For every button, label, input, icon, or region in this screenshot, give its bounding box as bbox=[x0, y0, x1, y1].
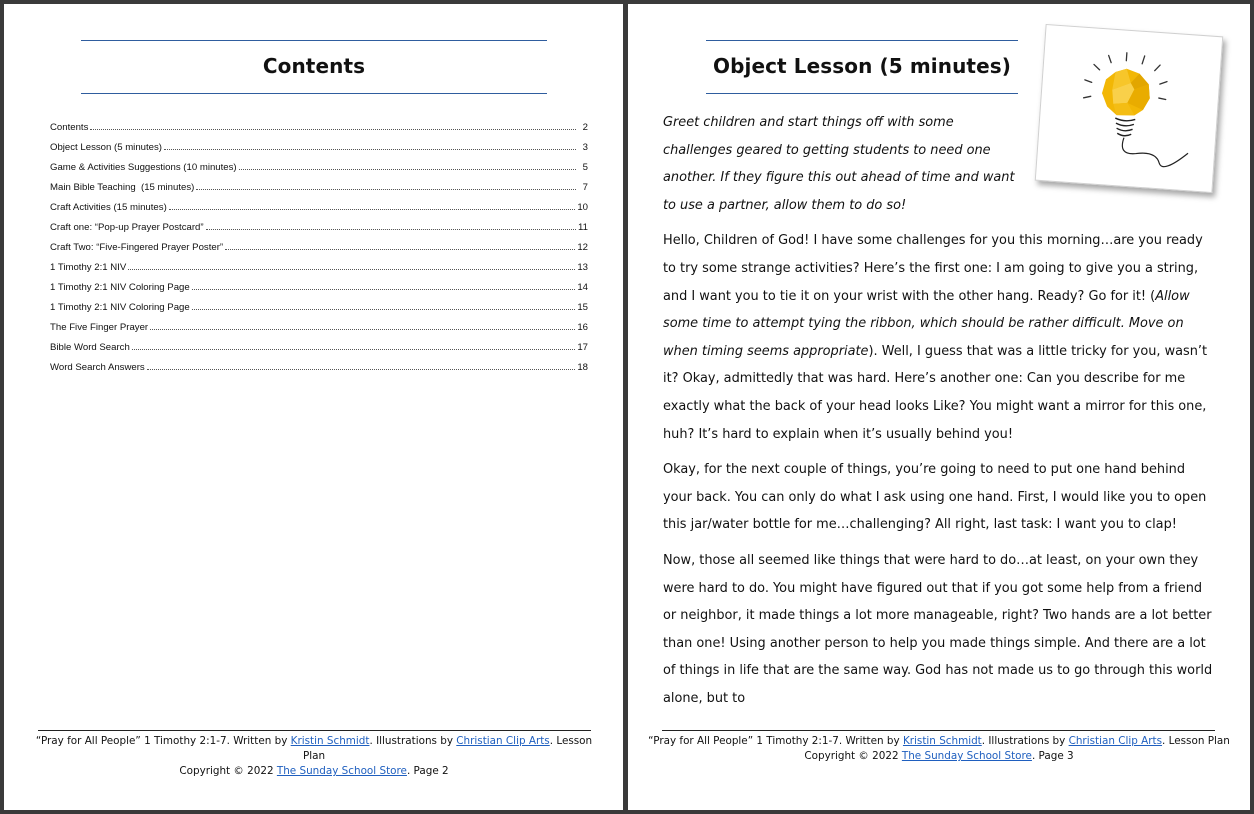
toc-entry-craft-one[interactable] bbox=[50, 213, 588, 233]
footer-copyright: Copyright © 2022 bbox=[179, 765, 277, 777]
toc-label: Craft Two: “Five-Fingered Prayer Poster” bbox=[50, 242, 224, 253]
toc-page-number: 13 bbox=[577, 262, 588, 273]
page-title: Object Lesson (5 minutes) bbox=[712, 54, 1012, 78]
toc-label: Craft one: “Pop-up Prayer Postcard” bbox=[50, 222, 204, 233]
toc-entry-five-finger-prayer[interactable] bbox=[50, 313, 588, 333]
toc-page-number: 14 bbox=[577, 282, 588, 293]
toc-page-number: 16 bbox=[577, 322, 588, 333]
toc-leader bbox=[132, 348, 576, 350]
toc-page-number: 11 bbox=[578, 222, 588, 233]
toc-label: Craft Activities (15 minutes) bbox=[50, 202, 167, 213]
footer-text: . Illustrations by bbox=[369, 735, 457, 747]
footer-copyright: Copyright © 2022 bbox=[804, 750, 902, 762]
toc-leader bbox=[90, 128, 576, 130]
toc-entry-word-search[interactable] bbox=[50, 333, 588, 353]
toc-page-number: 18 bbox=[577, 362, 588, 373]
lesson-body bbox=[663, 109, 1215, 720]
paragraph-text: ). Well, I guess that was a little tricky for you, wasn’t it? Okay, admittedly that was hard. Here’s another one: Can you describe for me exactly what the back of your head looks Like? You might want a mirror for this one, huh? It’s hard to explain when it’s usually behind you! bbox=[663, 343, 1208, 442]
page-footer bbox=[648, 734, 1230, 764]
paragraph-2: Okay, for the next couple of things, you’re going to need to put one hand behind your back. You can only do what I ask using one hand. First, I would like you to open this jar/water bottle for me…challenging? All right, last task: I want you to clap! bbox=[663, 462, 1207, 533]
footer-page-number: . Page 2 bbox=[406, 765, 449, 777]
title-bottom-rule bbox=[81, 93, 547, 94]
toc-leader bbox=[169, 208, 576, 210]
toc-label: Bible Word Search bbox=[50, 342, 130, 353]
toc-entry-main-bible-teaching[interactable] bbox=[50, 173, 588, 193]
toc-entry-coloring-page-1[interactable] bbox=[50, 273, 588, 293]
toc-entry-coloring-page-2[interactable] bbox=[50, 293, 588, 313]
toc-entry-craft-two[interactable] bbox=[50, 233, 588, 253]
toc-page-number: 3 bbox=[582, 142, 588, 153]
author-link[interactable]: Kristin Schmidt bbox=[290, 735, 370, 747]
toc-leader bbox=[150, 328, 575, 330]
paragraph-3: Now, those all seemed like things that were hard to do…at least, on your own they were hard to do. You might have figured out that if you got some help from a friend or neighbor, it made things a lot more manageable, right? Two hands are a lot better than one! Using another person to help you made things simple. And there are a lot of things in life that are the same way. God has not made us to go through this world alone, but to bbox=[663, 552, 1213, 706]
toc-label: Game & Activities Suggestions (10 minutes) bbox=[50, 162, 237, 173]
toc-leader bbox=[164, 148, 576, 150]
toc-label: Object Lesson (5 minutes) bbox=[50, 142, 162, 153]
footer-rule bbox=[38, 730, 591, 731]
toc-entry-craft-activities[interactable] bbox=[50, 193, 588, 213]
store-link[interactable]: The Sunday School Store bbox=[276, 765, 407, 777]
toc-leader bbox=[192, 288, 576, 290]
footer-text: “Pray for All People” 1 Timothy 2:1-7. Written by bbox=[35, 735, 291, 747]
toc-leader bbox=[147, 368, 576, 370]
footer-rule bbox=[662, 730, 1215, 731]
toc-page-number: 7 bbox=[582, 182, 588, 193]
left-page bbox=[4, 4, 623, 810]
toc-page-number: 10 bbox=[577, 202, 588, 213]
toc-page-number: 2 bbox=[582, 122, 588, 133]
toc-page-number: 15 bbox=[577, 302, 588, 313]
toc-leader bbox=[196, 188, 576, 190]
title-top-rule bbox=[81, 40, 547, 41]
illustrator-link[interactable]: Christian Clip Arts bbox=[456, 735, 550, 747]
store-link[interactable]: The Sunday School Store bbox=[901, 750, 1032, 762]
paragraph-1 bbox=[663, 227, 1215, 448]
footer-line-1 bbox=[648, 734, 1230, 749]
toc-label: Contents bbox=[50, 122, 89, 133]
toc-leader bbox=[225, 248, 575, 250]
toc-label: The Five Finger Prayer bbox=[50, 322, 149, 333]
footer-text: . Lesson Plan bbox=[302, 735, 593, 762]
toc-label: 1 Timothy 2:1 NIV Coloring Page bbox=[50, 302, 190, 313]
toc-page-number: 17 bbox=[577, 342, 588, 353]
toc-leader bbox=[128, 268, 575, 270]
footer-text: “Pray for All People” 1 Timothy 2:1-7. Written by bbox=[648, 735, 903, 747]
toc-entry-contents[interactable] bbox=[50, 113, 588, 133]
toc-label: 1 Timothy 2:1 NIV bbox=[50, 262, 127, 273]
stage-direction: Allow some time to attempt tying the ribbon, which should be rather difficult. Move on when timing seems appropriate bbox=[663, 288, 1190, 359]
footer-text: . Lesson Plan bbox=[1162, 735, 1230, 747]
footer-line-1 bbox=[24, 734, 604, 764]
right-page bbox=[628, 4, 1250, 810]
toc-page-number: 12 bbox=[577, 242, 588, 253]
footer-text: . Illustrations by bbox=[981, 735, 1069, 747]
title-bottom-rule bbox=[706, 93, 1018, 94]
footer-page-number: . Page 3 bbox=[1031, 750, 1074, 762]
toc-label: 1 Timothy 2:1 NIV Coloring Page bbox=[50, 282, 190, 293]
toc-page-number: 5 bbox=[582, 162, 588, 173]
title-top-rule bbox=[706, 40, 1018, 41]
toc-entry-game-activities[interactable] bbox=[50, 153, 588, 173]
intro-instructions: Greet children and start things off with some challenges geared to getting students to need one another. If they figure this out ahead of time and want to use a partner, allow them to do so! bbox=[663, 115, 1015, 213]
footer-line-2 bbox=[24, 764, 604, 779]
paragraph-text: Hello, Children of God! I have some challenges for you this morning…are you ready to try some strange activities? Here’s the first one: I am going to give you a string, and I want you to tie it on your wrist with the other hang. Ready? Go for it! ( bbox=[663, 233, 1203, 304]
illustrator-link[interactable]: Christian Clip Arts bbox=[1068, 735, 1163, 747]
page-footer bbox=[24, 734, 604, 779]
toc-entry-object-lesson[interactable] bbox=[50, 133, 588, 153]
footer-line-2 bbox=[648, 749, 1230, 764]
page-title: Contents bbox=[262, 54, 366, 78]
toc-leader bbox=[206, 228, 576, 230]
toc-leader bbox=[192, 308, 576, 310]
table-of-contents bbox=[50, 113, 588, 373]
toc-label: Main Bible Teaching (15 minutes) bbox=[50, 182, 195, 193]
toc-entry-timothy-niv[interactable] bbox=[50, 253, 588, 273]
toc-label: Word Search Answers bbox=[50, 362, 145, 373]
toc-entry-word-search-answers[interactable] bbox=[50, 353, 588, 373]
author-link[interactable]: Kristin Schmidt bbox=[902, 735, 982, 747]
toc-leader bbox=[239, 168, 576, 170]
